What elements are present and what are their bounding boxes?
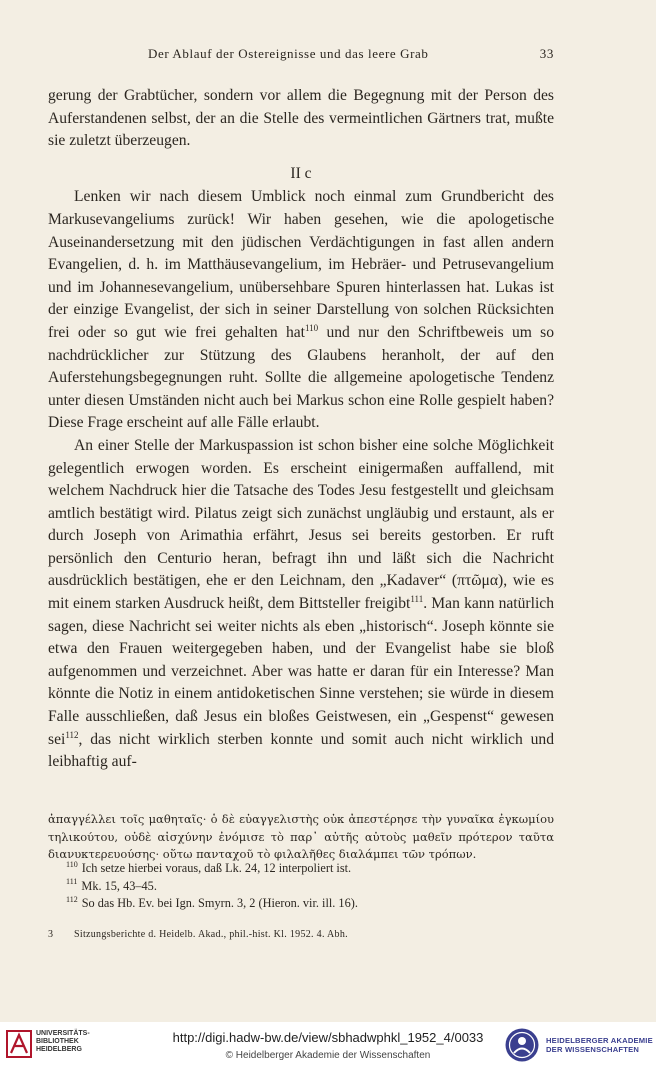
paragraph-3-part-a: An einer Stelle der Markuspassion ist schon bisher eine solche Möglichkeit gelegentlich erwogen worden. Es erscheint einigermaßen auffallend, mit welchem Nachdruck hier die Tatsache des Todes Jesu festgestellt und gleichsam amtlich bestätigt wird. Pilatus zeigt sich zunächst ungläubig und erstaunt, als er durch Joseph von Arimathia erfährt, Jesus sei bereits gestorben. Er ruft persönlich den Centurio heran, befragt ihn und läßt sich die Nachricht ausdrücklich bestätigen, ehe er den Leichnam, den „Kadaver“ (πτῶμα), wie es mit einem starken Ausdruck heißt, dem Bittsteller freigibt [48,436,554,613]
copyright-notice: © Heidelberger Akademie der Wissenschaften [225,1050,431,1061]
footnote-110 [66,860,554,878]
footnote-112 [66,895,554,913]
footnote-number: 110 [66,859,78,869]
paragraph-3-part-c: , das nicht wirklich sterben konnte und somit auch nicht wirklich und leibhaftig auf- [48,730,554,771]
footnote-ref-110[interactable]: 110 [305,322,319,333]
signature-text: Sitzungsberichte d. Heidelb. Akad., phil.-hist. Kl. 1952. 4. Abh. [74,929,348,940]
signature-number: 3 [48,929,54,940]
academy-seal-icon[interactable] [504,1027,540,1063]
section-heading: II c [290,164,312,182]
page-number: 33 [539,46,554,61]
footnote-number: 112 [66,894,78,904]
paragraph-2 [48,186,554,435]
academy-line-1: HEIDELBERGER AKADEMIE [546,1036,653,1045]
footnote-111 [66,878,554,896]
paragraph-2-part-a: Lenken wir nach diesem Umblick noch einmal zum Grundbericht des Markusevangeliums zurück! Wir haben gesehen, wie die apologetische Auseinandersetzung mit den jüdischen Verdächtigungen in fast allen andern Evangelien, d. h. im Matthäusevangelium, im Hebräer- und Petrusevangelium und im Johannesevangelium, unübersehbare Spuren hinterlassen hat. Lukas ist der einzige Evangelist, der sich in seiner Darstellung von solchen Rücksichten frei oder so gut wie frei gehalten hat [48,188,554,341]
header-title: Der Ablauf der Ostereignisse und das leere Grab [148,46,429,61]
footnotes [66,860,554,913]
viewer-footer [0,1022,656,1067]
paragraph-3-part-b: . Man kann natürlich sagen, diese Nachricht sei weiter nichts als eben „historisch“. Joseph könnte sie etwa den Frauen weitergegeben haben, und der Evangelist habe sie bloß aufgenommen und verzeichnet. Aber was hatte er daran für ein Interesse? Man könnte die Notiz in einem antidoketischen Sinne verstehen; sie würde in diesem Falle ausschließen, daß Jesus ein bloßes Geistwesen, ein „Gespenst“ gewesen sei [48,595,554,748]
paragraph-1: gerung der Grabtücher, sondern vor allem die Begegnung mit der Person des Auferstandenen selbst, der an die Stelle des vermeintlichen Gärtners trat, mußte sie zuletzt überzeugen. [48,87,554,150]
library-line-1: UNIVERSITÄTS- [36,1030,90,1037]
academy-name [546,1036,653,1054]
footnote-ref-111[interactable]: 111 [410,593,424,604]
print-signature [48,929,348,940]
academy-line-2: DER WISSENSCHAFTEN [546,1045,640,1054]
footnote-text: Mk. 15, 43–45. [81,878,157,893]
footnote-ref-112[interactable]: 112 [65,729,79,740]
footnote-text: Ich setze hierbei voraus, daß Lk. 24, 12 interpoliert ist. [81,861,352,875]
permalink-url[interactable]: http://digi.hadw-bw.de/view/sbhadwphkl_1952_4/0033 [172,1030,484,1045]
library-line-3: HEIDELBERG [36,1046,82,1053]
footnote-number: 111 [66,877,78,887]
greek-quote-text: ἀπαγγέλλει τοῖς μαθηταῖς· ὁ δὲ εὐαγγελιστὴς οὐκ ἀπεστέρησε τὴν γυναῖκα ἐγκωμίου τηλικούτου, οὐδὲ αἰσχύνην ἐνόμισε τὸ παρ᾽ αὐτῆς αὐτοὺς μαθεῖν πρότερον ταῦτα διανυκτερευούσης· οὕτω πανταχοῦ τὸ φιλαλῆθες διαλάμπει τῶν τρόπων. [48,812,554,861]
footnote-text: So das Hb. Ev. bei Ign. Smyrn. 3, 2 (Hieron. vir. ill. 16). [81,896,358,910]
main-text [48,85,554,774]
paragraph-3 [48,435,554,774]
library-line-2: BIBLIOTHEK [36,1038,79,1045]
paragraph-2-part-b: und nur den Schriftbeweis um so nachdrücklicher zur Stützung des Glaubens heranholt, der auf den Auferstehungsbegegnungen ruht. Sollte die allgemeine apologetische Tendenz unter diesen Umständen nicht auch bei Markus schon eine Rolle gespielt haben? Diese Frage erscheint auf alle Fälle erlaubt. [48,323,554,432]
greek-quote [48,811,554,864]
